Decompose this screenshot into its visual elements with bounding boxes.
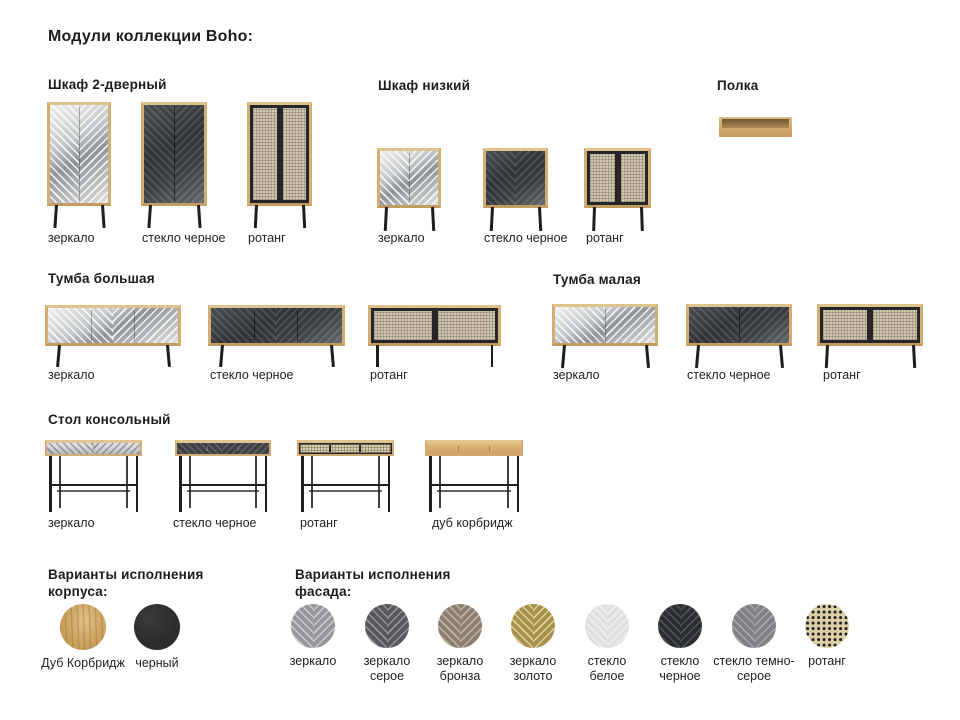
swatch-circle (658, 604, 702, 648)
leg (376, 345, 379, 367)
item-label: стекло черное (687, 368, 771, 382)
cabinet-tall-black-glass (141, 102, 207, 230)
shelf-inner (722, 119, 789, 128)
swatch-label: зеркало бронза (436, 654, 484, 683)
stretcher (437, 490, 511, 492)
leg (378, 456, 380, 508)
leg (592, 207, 595, 231)
section-heading-facade-finishes: Варианты исполнения фасада: (295, 567, 451, 599)
swatch-circle (585, 604, 629, 648)
swatch-label: зеркало золото (509, 654, 557, 683)
leg (254, 205, 258, 228)
leg (219, 345, 223, 367)
leg (126, 456, 128, 508)
swatch-mirror-grey (350, 604, 424, 684)
section-heading-sideboard-large: Тумба большая (48, 271, 155, 286)
console-table-black-glass (175, 440, 271, 512)
page-title: Модули коллекции Boho: (48, 28, 254, 45)
swatch-label: стекло белое (587, 654, 627, 683)
sideboard-front (368, 305, 501, 346)
sideboard-front (45, 305, 181, 346)
leg (779, 345, 783, 368)
rattan-panel (621, 154, 646, 202)
console-top (45, 440, 142, 456)
leg (439, 456, 441, 508)
leg (189, 456, 191, 508)
swatch-label: стекло темно-серое (713, 654, 795, 683)
sideboard-small-mirror (552, 304, 658, 368)
leg (561, 345, 565, 368)
swatch-label: зеркало (289, 654, 337, 668)
leg (59, 456, 61, 508)
console-table-mirror (45, 440, 142, 512)
swatch-circle (291, 604, 335, 648)
sideboard-front (552, 304, 658, 346)
rattan-panel (590, 154, 615, 202)
leg (147, 205, 151, 228)
section-heading-cabinet-low: Шкаф низкий (378, 78, 471, 93)
item-label: стекло черное (484, 231, 568, 245)
item-label: зеркало (378, 231, 425, 245)
swatch-mirror-gold (496, 604, 570, 684)
section-heading-cabinet-tall: Шкаф 2-дверный (48, 77, 167, 92)
stretcher (309, 490, 382, 492)
leg (645, 345, 649, 368)
cabinet-tall-mirror (47, 102, 111, 230)
console-top (297, 440, 394, 456)
swatch-circle (732, 604, 776, 648)
swatch-glass-black (643, 604, 717, 684)
leg (695, 345, 699, 368)
leg (538, 207, 542, 231)
item-label: дуб корбридж (432, 516, 513, 530)
sideboard-large-mirror (45, 305, 181, 367)
cabinet-front (584, 148, 651, 208)
rattan-panel (283, 108, 307, 200)
leg (490, 207, 494, 231)
swatch-mirror-bronze (423, 604, 497, 684)
swatch-mirror (276, 604, 350, 669)
rattan-panel (438, 311, 496, 340)
console-top (425, 440, 523, 456)
item-label: ротанг (248, 231, 286, 245)
item-label: стекло черное (210, 368, 294, 382)
sideboard-front (208, 305, 345, 346)
section-heading-sideboard-small: Тумба малая (553, 272, 641, 287)
item-label: ротанг (300, 516, 338, 530)
swatch-circle (134, 604, 180, 650)
item-label: ротанг (586, 231, 624, 245)
item-label: зеркало (48, 231, 95, 245)
leg (330, 345, 334, 367)
cabinet-low-mirror (377, 148, 441, 232)
cabinet-front (247, 102, 312, 206)
swatch-label: зеркало серое (363, 654, 411, 683)
cabinet-low-black-glass (483, 148, 548, 232)
rattan-panel (823, 310, 867, 340)
cabinet-front (377, 148, 441, 208)
swatch-circle (365, 604, 409, 648)
leg (384, 207, 388, 231)
leg (640, 207, 643, 231)
stretcher (187, 490, 259, 492)
swatch-oak-corbridge (38, 604, 128, 671)
cabinet-front (483, 148, 548, 208)
section-heading-console: Стол консольный (48, 412, 171, 427)
leg (255, 456, 257, 508)
leg (825, 345, 829, 368)
leg (101, 205, 105, 228)
sideboard-large-black-glass (208, 305, 345, 367)
swatch-label: черный (135, 656, 179, 670)
item-label: стекло черное (173, 516, 257, 530)
cabinet-front (47, 102, 111, 206)
item-label: зеркало (48, 516, 95, 530)
stretcher (49, 484, 138, 486)
stretcher (179, 484, 267, 486)
stretcher (429, 484, 519, 486)
console-top (175, 440, 271, 456)
cabinet-front (141, 102, 207, 206)
swatch-glass-white (570, 604, 644, 684)
leg (302, 205, 306, 228)
swatch-label: Дуб Корбридж (41, 656, 125, 670)
stretcher (301, 484, 390, 486)
swatch-circle (805, 604, 849, 648)
item-label: ротанг (823, 368, 861, 382)
leg (431, 207, 435, 231)
console-table-rattan (297, 440, 394, 512)
item-label: зеркало (48, 368, 95, 382)
swatch-rattan (790, 604, 864, 669)
swatch-label: стекло черное (659, 654, 701, 683)
cabinet-tall-rattan (247, 102, 312, 230)
leg (491, 345, 494, 367)
stretcher (57, 490, 130, 492)
leg (166, 345, 170, 367)
item-label: ротанг (370, 368, 408, 382)
swatch-circle (60, 604, 106, 650)
leg (197, 205, 201, 228)
cabinet-low-rattan (584, 148, 651, 232)
item-label: стекло черное (142, 231, 226, 245)
item-label: зеркало (553, 368, 600, 382)
leg (56, 345, 60, 367)
section-heading-body-finishes: Варианты исполнения корпуса: (48, 567, 204, 599)
leg (507, 456, 509, 508)
rattan-panel (374, 311, 432, 340)
section-heading-shelf: Полка (717, 78, 759, 93)
swatch-circle (438, 604, 482, 648)
sideboard-small-black-glass (686, 304, 792, 368)
console-table-oak (425, 440, 523, 512)
swatch-circle (511, 604, 555, 648)
wall-shelf (719, 117, 792, 137)
leg (912, 345, 916, 368)
leg (53, 205, 57, 228)
sideboard-front (686, 304, 792, 346)
swatch-black (122, 604, 192, 671)
leg (311, 456, 313, 508)
rattan-panel (873, 310, 917, 340)
swatch-label: ротанг (808, 654, 846, 668)
sideboard-large-rattan (368, 305, 501, 367)
sideboard-small-rattan (817, 304, 923, 368)
sideboard-front (817, 304, 923, 346)
swatch-glass-dark-grey (713, 604, 795, 684)
rattan-panel (253, 108, 277, 200)
